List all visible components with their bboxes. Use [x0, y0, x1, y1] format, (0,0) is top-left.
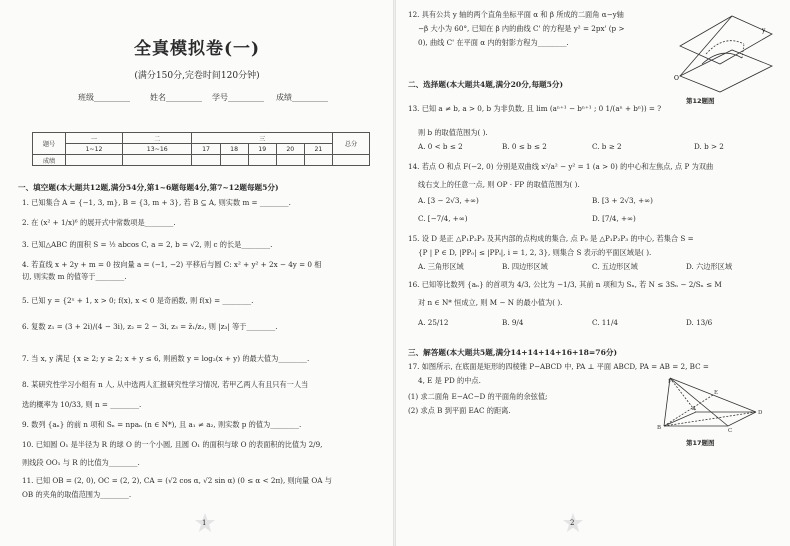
question-12-cont2: 0), 曲线 C' 在平面 α 内的射影方程为________. — [418, 38, 569, 47]
q16-option-a: A. 25/12 — [418, 318, 449, 327]
q14-option-b: B. [3 + 2√3, +∞) — [592, 196, 653, 205]
question-2: 2. 在 (x² + 1/x)⁶ 的展开式中常数项是________. — [22, 218, 176, 227]
table-cell — [248, 155, 276, 166]
svg-text:P: P — [668, 379, 672, 385]
q15-option-c: C. 五边形区域 — [592, 262, 638, 271]
table-header-cell: 总分 — [333, 133, 370, 155]
svg-text:A: A — [692, 406, 696, 412]
right-page — [396, 0, 790, 546]
class-field: 班级_________ — [78, 93, 130, 102]
question-1: 1. 已知集合 A = {−1, 3, m}, B = {3, m + 3}, 若 B ⊆ A, 则实数 m = ________. — [22, 198, 291, 207]
left-page — [0, 0, 394, 546]
table-header-cell: 三 — [192, 133, 333, 144]
table-cell — [304, 155, 332, 166]
page-number: 1 — [202, 519, 207, 527]
table-header-cell: 二 — [123, 133, 192, 144]
table-cell — [220, 155, 248, 166]
question-17: 17. 如图所示, 在底面是矩形的四棱锥 P−ABCD 中, PA ⊥ 平面 ABCD, PA = AB = 2, BC = — [408, 362, 709, 371]
question-12-cont: −β 大小为 60°, 已知在 β 内的曲线 C' 的方程是 y² = 2px' (p > — [418, 24, 625, 33]
svg-text:D: D — [758, 410, 763, 416]
question-5: 5. 已知 y = {2ˣ + 1, x > 0; f(x), x < 0 是奇函数, 则 f(x) = ________. — [22, 296, 254, 305]
table-cell: 21 — [304, 144, 332, 155]
q15-option-d: D. 六边形区域 — [686, 262, 733, 271]
page-number: 2 — [570, 519, 575, 527]
table-cell: 13~16 — [123, 144, 192, 155]
svg-text:C: C — [728, 428, 733, 434]
question-8: 8. 某研究性学习小组有 n 人, 从中选两人汇报研究性学习情况, 若甲乙两人有且只有一人当 — [22, 380, 309, 389]
question-17-part1: (1) 求二面角 E−AC−D 的平面角的余弦值; — [408, 392, 548, 401]
score-table — [32, 132, 370, 166]
question-7: 7. 当 x, y 满足 {x ≥ 2; y ≥ 2; x + y ≤ 6, 则函数 y = log₂(x + y) 的最大值为________. — [22, 354, 310, 363]
q13-option-b: B. 0 ≤ b ≤ 2 — [502, 142, 547, 151]
figure-12-diagram — [672, 6, 778, 94]
question-12: 12. 具有公共 y 轴的两个直角坐标平面 α 和 β 所成的二面角 α−y轴 — [408, 10, 624, 19]
table-cell: 1~12 — [66, 144, 123, 155]
question-13: 13. 已知 a ≠ b, a > 0, b 为非负数, 且 lim (aⁿ⁺¹ − bⁿ⁺¹ ; 0 1/(aⁿ + bⁿ)) = ? — [408, 104, 662, 113]
question-16-cont: 对 n ∈ N* 恒成立, 则 M − N 的最小值为( ). — [418, 298, 563, 307]
q15-option-b: B. 四边形区域 — [502, 262, 548, 271]
question-16: 16. 已知等比数列 {aₙ} 的首项为 4/3, 公比为 −1/3, 其前 n 项和为 Sₙ, 若 N ≤ 3Sₙ − 2/Sₙ ≤ M — [408, 280, 722, 289]
svg-text:O: O — [674, 75, 679, 82]
section-solve: 三、解答题(本大题共5题,满分14+14+14+16+18=76分) — [408, 348, 618, 357]
question-8-cont: 选的概率为 10/33, 则 n = ________. — [22, 400, 142, 409]
q14-option-a: A. [3 − 2√3, +∞) — [418, 196, 479, 205]
question-15-cont: {P | P ∈ D, |PP₀| ≤ |PPᵢ|, i = 1, 2, 3}, 则集合 S 表示的平面区域是( ). — [418, 248, 652, 257]
table-cell — [276, 155, 304, 166]
q13-option-c: C. b ≥ 2 — [592, 142, 622, 151]
question-17-part2: (2) 求点 B 到平面 EAC 的距离. — [408, 406, 511, 415]
question-14-cont: 线右支上的任意一点, 则 OP · FP 的取值范围为( ). — [418, 180, 580, 189]
question-17-cont: 4, E 是 PD 的中点. — [418, 376, 481, 385]
table-cell — [123, 155, 192, 166]
question-11-cont: OB 的夹角的取值范围为________. — [22, 490, 132, 499]
exam-title: 全真模拟卷(一) — [133, 39, 261, 59]
table-row-label: 成绩 — [33, 155, 66, 166]
exam-subtitle: (满分150分,完卷时间120分钟) — [134, 71, 260, 81]
figure-12-caption: 第12题图 — [686, 97, 715, 105]
table-cell — [192, 155, 220, 166]
question-13-cont: 则 b 的取值范围为( ). — [418, 128, 488, 137]
section-fill-in: 一、填空题(本大题共12题,满分54分,第1~6题每题4分,第7~12题每题5分) — [18, 183, 279, 192]
table-cell: 17 — [192, 144, 220, 155]
name-field: 姓名_________ — [150, 93, 202, 102]
section-choice: 二、选择题(本大题共4题,满分20分,每题5分) — [408, 80, 564, 89]
question-9: 9. 数列 {aₙ} 的前 n 项和 Sₙ = npaₙ (n ∈ N*), 且 a₁ ≠ a₂, 则实数 p 的值为________. — [22, 420, 302, 429]
q13-option-d: D. b > 2 — [694, 142, 724, 151]
svg-text:B: B — [657, 425, 662, 431]
question-6: 6. 复数 z₁ = (3 + 2i)/(4 − 3i), z₂ = 2 − 3i, z₃ = z̄₁/z₂, 则 |z₃| 等于________. — [22, 322, 278, 331]
question-10-cont: 则线段 OO₁ 与 R 的比值为________. — [22, 458, 140, 467]
question-4-cont: 切, 则实数 m 的值等于________. — [22, 272, 127, 281]
table-cell — [66, 155, 123, 166]
question-4: 4. 若直线 x + 2y + m = 0 按向量 a = (−1, −2) 平移后与圆 C: x² + y² + 2x − 4y = 0 相 — [22, 260, 322, 269]
table-header-cell: 题号 — [33, 133, 66, 155]
question-14: 14. 若点 O 和点 F(−2, 0) 分别是双曲线 x²/a² − y² = 1 (a > 0) 的中心和左焦点, 点 P 为双曲 — [408, 162, 714, 171]
q15-option-a: A. 三角形区域 — [418, 262, 464, 271]
figure-17-diagram — [656, 376, 766, 434]
svg-text:y: y — [762, 27, 766, 34]
table-cell: 18 — [220, 144, 248, 155]
question-15: 15. 设 D 是正 △P₁P₂P₃ 及其内部的点构成的集合, 点 P₀ 是 △P₁P₂P₃ 的中心, 若集合 S = — [408, 234, 694, 243]
q13-option-a: A. 0 < b ≤ 2 — [418, 142, 463, 151]
student-id-field: 学号_________ — [212, 93, 264, 102]
q16-option-c: C. 11/4 — [592, 318, 618, 327]
q14-option-c: C. [−7/4, +∞) — [418, 214, 468, 223]
table-header-cell: 一 — [66, 133, 123, 144]
question-10: 10. 已知圆 O₁ 是半径为 R 的球 O 的一个小圆, 且圆 O₁ 的面积与球 O 的表面积的比值为 2/9, — [22, 440, 323, 449]
question-3: 3. 已知△ABC 的面积 S = ½ abcos C, a = 2, b = √2, 则 c 的长是________. — [22, 240, 273, 249]
q16-option-b: B. 9/4 — [502, 318, 524, 327]
figure-17-caption: 第17题图 — [686, 439, 715, 447]
score-field: 成绩_________ — [276, 93, 328, 102]
q16-option-d: D. 13/6 — [686, 318, 713, 327]
table-cell: 19 — [248, 144, 276, 155]
question-11: 11. 已知 OB = (2, 0), OC = (2, 2), CA = (√2 cos α, √2 sin α) (0 ≤ α < 2π), 则向量 OA 与 — [22, 476, 332, 485]
svg-text:E: E — [714, 390, 719, 396]
table-cell: 20 — [276, 144, 304, 155]
q14-option-d: D. [7/4, +∞) — [592, 214, 636, 223]
table-cell — [333, 155, 370, 166]
